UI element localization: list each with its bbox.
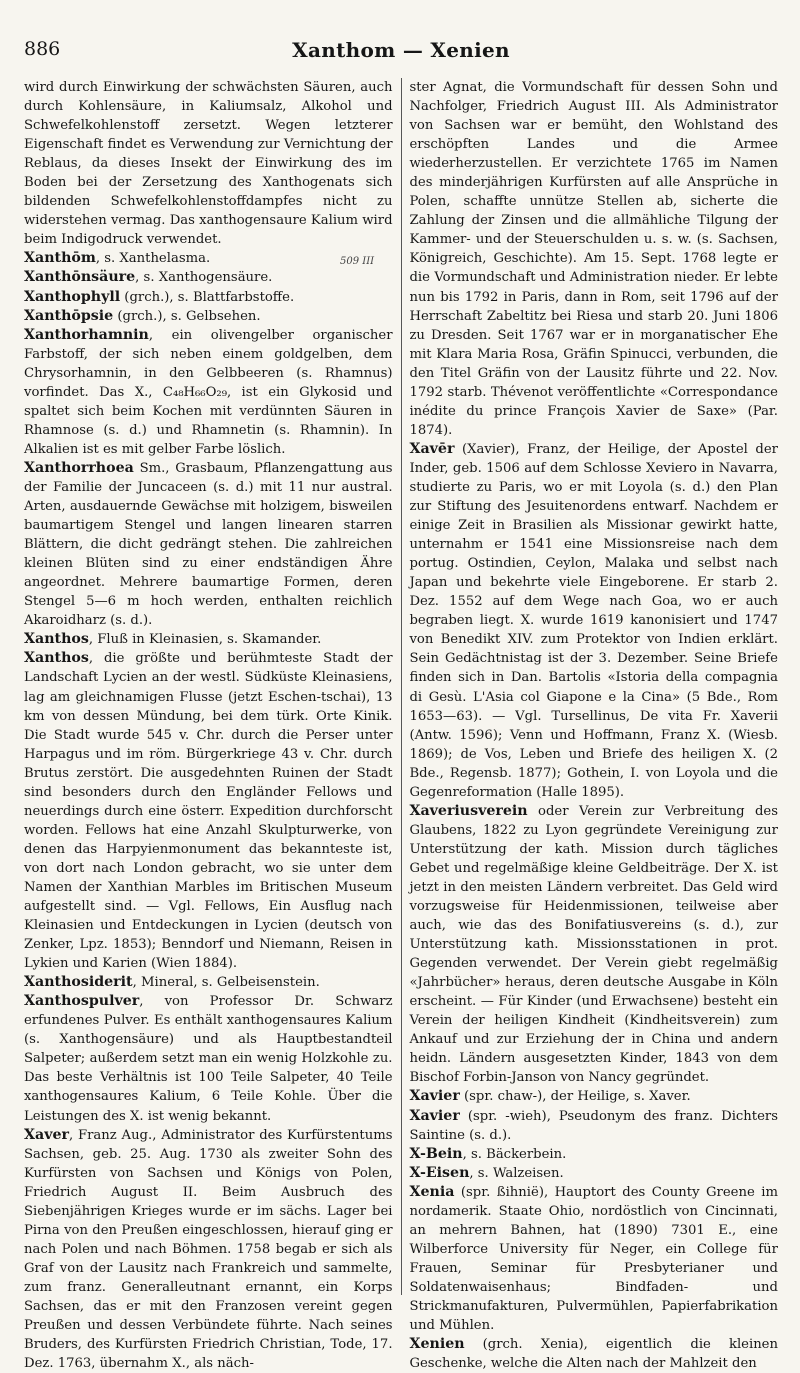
entry-text: , s. Xanthelasma. bbox=[95, 251, 211, 267]
dictionary-entry bbox=[24, 1126, 393, 1373]
dictionary-entry bbox=[409, 1107, 778, 1145]
entry-text: (grch.), s. Blattfarbstoffe. bbox=[120, 289, 295, 305]
page-header bbox=[24, 38, 778, 68]
entry-headword: Xavēr bbox=[409, 440, 455, 457]
dictionary-entry bbox=[24, 459, 393, 630]
dictionary-entry bbox=[24, 973, 393, 992]
entry-headword: Xaveriusverein bbox=[409, 802, 528, 819]
entry-text: (Xavier), Franz, der Heilige, der Apostel der Inder, geb. 1506 auf dem Schlosse Xeviero in Navarra, studierte zu Paris, wo er mit Loyola (s. d.) den Plan zur Stiftung des Jesuitenordens entwarf. Nachdem er einige Zeit in Brasilien als Missionar gewirkt hatte, unternahm er 1541 eine Missionsreise nach dem portug. Ostindien, Ceylon, Malaka und selbst nach Japan und bekehrte viele Eingeborene. Er starb 2. Dez. 1552 auf dem Wege nach Goa, wo er auch begraben liegt. X. wurde 1619 kanonisiert und 1747 von Benedikt XIV. zum Protektor von Indien erklärt. Sein Gedächtnistag ist der 3. Dezember. Seine Briefe finden sich in Dan. Bartolis «Istoria della compagnia di Gesù. L'Asia col Giapone e la Cina» (5 Bde., Rom 1653—63). — Vgl. Tursellinus, De vita Fr. Xaverii (Antw. 1596); Venn und Hoffmann, Franz X. (Wiesb. 1869); de Vos, Leben und Briefe des heiligen X. (2 Bde., Regensb. 1877); Gothein, I. von Loyola und die Gegenreformation (Halle 1895). bbox=[409, 441, 778, 800]
entry-headword: Xanthorhamnin bbox=[24, 326, 149, 343]
entry-text: (grch.), s. Gelbsehen. bbox=[113, 308, 261, 324]
entry-headword: Xaver bbox=[24, 1126, 69, 1143]
entry-headword: Xanthospulver bbox=[24, 993, 140, 1010]
entry-text: , Franz Aug., Administrator des Kurfürstentums Sachsen, geb. 25. Aug. 1730 als zweiter Sohn des Kurfürsten von Sachsen und Königs von Polen, Friedrich August II. Beim Ausbruch des Siebenjährigen Krieges wurde er im sächs. Lager bei Pirna von den Preußen eingeschlossen, hierauf ging er nach Polen und nach Böhmen. 1758 begab er sich als Graf von der Lausitz nach Frankreich und sammelte, zum franz. Generalleutnant ernannt, ein Korps Sachsen, das er mit den Franzosen vereint gegen Preußen und dessen Verbündete führte. Nach seines Bruders, des Kurfürsten Friedrich Christian, Tode, 17. Dez. 1763, übernahm X., als näch- bbox=[24, 1127, 393, 1372]
entry-text: , ein olivengelber organischer Farbstoff, der sich neben einem goldgelben, dem Chrysorhamnin, in den Gelbbeeren (s. Rhamnus) vorfindet. Das X., C₄₈H₆₆O₂₉, ist ein Glykosid und spaltet sich beim Kochen mit verdünnten Säuren in Rhamnose (s. d.) und Rhamnetin (s. Rhamnin). In Alkalien ist es mit gelber Farbe löslich. bbox=[24, 327, 393, 457]
entry-text: Sm., Grasbaum, Pflanzengattung aus der Familie der Juncaceen (s. d.) mit 11 nur austral. Arten, ausdauernde Gewächse mit holzigem, bisweilen baumartigem Stengel und langen linearen starren Blättern, die dicht gedrängt stehen. Die zahlreichen kleinen Blüten sind zu einer endständigen Ähre angeordnet. Mehrere baumartige Formen, deren Stengel 5—6 m hoch werden, enthalten reichlich Akaroidharz (s. d.). bbox=[24, 460, 393, 629]
entry-text: , die größte und berühmteste Stadt der Landschaft Lycien an der westl. Südküste Kleinasiens, lag am gleichnamigen Flusse (jetzt Eschen-tschai), 13 km von dessen Mündung, bei dem türk. Orte Kinik. Die Stadt wurde 545 v. Chr. durch die Perser unter Harpagus und im röm. Bürgerkriege 43 v. Chr. durch Brutus zerstört. Die ausgedehnten Ruinen der Stadt sind besonders durch den Engländer Fellows und neuerdings durch eine österr. Expedition durchforscht worden. Fellows hat eine Anzahl Skulpturwerke, von denen das Harpyienmonument das bekannteste ist, von dort nach London gebracht, wo sie unter dem Namen der Xanthian Marbles im Britischen Museum aufgestellt sind. — Vgl. Fellows, Ein Ausflug nach Kleinasien und Entdeckungen in Lycien (deutsch von Zenker, Lpz. 1853); Benndorf und Niemann, Reisen in Lykien und Karien (Wien 1884). bbox=[24, 651, 393, 972]
dictionary-entry bbox=[24, 630, 393, 649]
entry-text: (spr. ßihnië), Hauptort des County Greene im nordamerik. Staate Ohio, nordöstlich von Cincinnati, an mehrern Bahnen, hat (1890) 7301 E., eine Wilberforce University für Neger, ein College für Frauen, Seminar für Presbyterianer und Soldatenwaisenhaus; Bindfaden- und Strickmanufakturen, Pulvermühlen, Papierfabrikation und Mühlen. bbox=[409, 1184, 778, 1334]
entry-headword: Xanthōpsie bbox=[24, 307, 114, 324]
dictionary-entry bbox=[24, 649, 393, 973]
entry-headword: Xanthosiderit bbox=[24, 974, 133, 991]
entry-text: oder Verein zur Verbreitung des Glaubens, 1822 zu Lyon gegründete Vereinigung zur Unterstützung der kath. Mission durch tägliches Gebet und regelmäßige kleine Geldbeiträge. Der X. ist jetzt in den meisten Ländern verbreitet. Das Geld wird vorzugsweise für Heidenmissionen, teilweise aber auch, wie das des Bonifatiusvereins (s. d.), zur Unterstützung kath. Missionsstationen in prot. Gegenden verwendet. Der Verein giebt regelmäßig «Jahrbücher» heraus, deren deutsche Ausgabe in Köln erscheint. — Für Kinder (und Erwachsene) besteht ein Verein der heiligen Kindheit (Kindheitsverein) zum Ankauf und zur Erziehung der in China und andern heidn. Ländern ausgesetzten Kinder, 1843 von dem Bischof Forbin-Janson von Nancy gegründet. bbox=[409, 803, 778, 1086]
page-number: 886 bbox=[24, 38, 61, 60]
left-column bbox=[24, 78, 401, 1372]
dictionary-entry bbox=[409, 802, 778, 1088]
entry-headword: Xanthōnsäure bbox=[24, 269, 136, 286]
entry-headword: Xanthos bbox=[24, 650, 89, 667]
dictionary-entry bbox=[24, 78, 393, 249]
entry-text: (grch. Xenia), eigentlich die kleinen Geschenke, welche die Alten nach der Mahlzeit den bbox=[409, 1337, 778, 1372]
margin-note: 509 III bbox=[340, 256, 375, 267]
entry-text: , von Professor Dr. Schwarz erfundenes Pulver. Es enthält xanthogensaures Kalium (s. Xanthogensäure) und als Hauptbestandteil Salpeter; außerdem setzt man ein wenig Holzkohle zu. Das beste Verhältnis ist 100 Teile Salpeter, 40 Teile xanthogensaures Kalium, 6 Teile Kohle. Über die Leistungen des X. ist wenig bekannt. bbox=[24, 994, 393, 1124]
entry-text: (spr. -wieh), Pseudonym des franz. Dichters Saintine (s. d.). bbox=[409, 1108, 778, 1143]
dictionary-entry bbox=[409, 1087, 778, 1106]
dictionary-entry bbox=[24, 288, 393, 307]
entry-headword: Xavier bbox=[409, 1088, 460, 1105]
dictionary-entry bbox=[24, 326, 393, 459]
entry-headword: Xanthōm bbox=[24, 250, 96, 267]
entry-text: , s. Xanthogensäure. bbox=[135, 270, 273, 286]
entry-text: wird durch Einwirkung der schwächsten Säuren, auch durch Kohlensäure, in Kaliumsalz, Alkohol und Schwefelkohlenstoff zersetzt. Wegen letzterer Eigenschaft findet es Verwendung zur Vernichtung der Reblaus, da dieses Insekt der Einwirkung des im Boden bei der Zersetzung des Xanthogenats sich bildenden Schwefelkohlenstoffdampfes nicht zu widerstehen vermag. Das xanthogensaure Kalium wird beim Indigodruck verwendet. bbox=[24, 80, 393, 248]
entry-headword: Xanthos bbox=[24, 631, 89, 648]
entry-text: , Fluß in Kleinasien, s. Skamander. bbox=[88, 632, 322, 648]
entry-headword: X-Bein bbox=[409, 1145, 463, 1162]
dictionary-entry bbox=[409, 440, 778, 802]
dictionary-entry bbox=[409, 1183, 778, 1335]
dictionary-entry bbox=[24, 307, 393, 326]
right-column bbox=[401, 78, 778, 1372]
entry-text: ster Agnat, die Vormundschaft für dessen Sohn und Nachfolger, Friedrich August III. Als Administrator von Sachsen war er bemüht, den Wohlstand des erschöpften Landes und die Armee wiederherzustellen. Er verzichtete 1765 im Namen des minderjährigen Kurfürsten auf alle Ansprüche in Polen, schaffte unnütze Stellen ab, sicherte die Zahlung der Zinsen und die allmähliche Tilgung der Kammer- und der Steuerschulden u. s. w. (s. Sachsen, Königreich, Geschichte). Am 15. Sept. 1768 legte er die Vormundschaft und Administration nieder. Er lebte nun bis 1792 in Paris, dann in Rom, seit 1796 auf der Herrschaft Zabeltitz bei Riesa und starb 20. Juni 1806 zu Dresden. Seit 1767 war er in morganatischer Ehe mit Klara Maria Rosa, Gräfin Spinucci, verbunden, die den Titel Gräfin von der Lausitz führte und 22. Nov. 1792 starb. Thévenot veröffentlichte «Correspondance inédite du prince François Xavier de Saxe» (Par. 1874). bbox=[409, 80, 778, 438]
text-columns bbox=[24, 78, 778, 1372]
dictionary-entry bbox=[409, 1164, 778, 1183]
entry-text: , Mineral, s. Gelbeisenstein. bbox=[132, 975, 320, 991]
running-head: Xanthom — Xenien bbox=[292, 38, 510, 62]
entry-headword: Xenia bbox=[409, 1183, 455, 1200]
dictionary-entry bbox=[24, 268, 393, 287]
dictionary-entry bbox=[409, 1145, 778, 1164]
entry-headword: Xanthorrhoea bbox=[24, 459, 134, 476]
dictionary-entry bbox=[409, 78, 778, 440]
entry-headword: Xavier bbox=[409, 1107, 460, 1124]
dictionary-entry bbox=[24, 249, 393, 268]
entry-text: (spr. chaw-), der Heilige, s. Xaver. bbox=[459, 1089, 691, 1105]
entry-headword: Xenien bbox=[409, 1336, 465, 1353]
entry-text: , s. Bäckerbein. bbox=[462, 1146, 567, 1162]
entry-headword: X-Eisen bbox=[409, 1164, 470, 1181]
entry-text: , s. Walzeisen. bbox=[469, 1165, 564, 1181]
dictionary-entry bbox=[24, 992, 393, 1125]
dictionary-entry bbox=[409, 1335, 778, 1373]
entry-headword: Xanthophyll bbox=[24, 288, 121, 305]
